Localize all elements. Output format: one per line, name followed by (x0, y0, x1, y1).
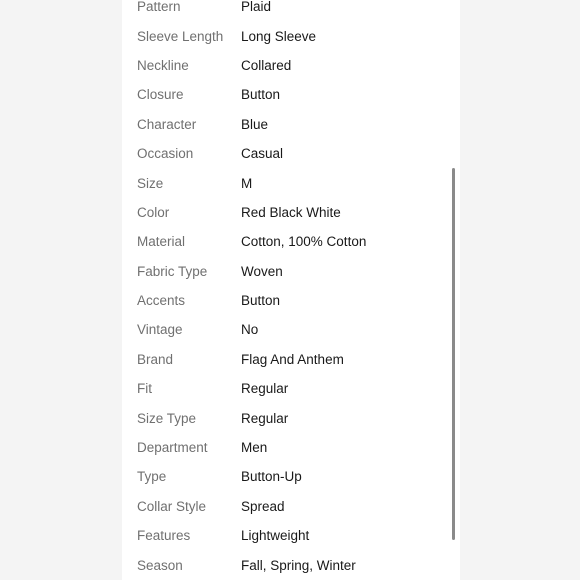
spec-value: Fall, Spring, Winter (241, 557, 356, 573)
spec-row-character (137, 110, 457, 139)
spec-row-vintage (137, 315, 457, 344)
spec-row-size (137, 168, 457, 197)
item-specifics-panel (122, 0, 460, 580)
spec-row-color (137, 198, 457, 227)
spec-value: Button (241, 87, 281, 103)
spec-row-department (137, 433, 457, 462)
spec-row-material (137, 227, 457, 256)
spec-row-accents (137, 286, 457, 315)
spec-label: Neckline (137, 57, 189, 73)
spec-value: Spread (241, 498, 285, 514)
spec-label: Collar Style (137, 498, 207, 514)
spec-value: Blue (241, 116, 269, 132)
spec-label: Fit (137, 381, 152, 397)
spec-label: Season (137, 557, 183, 573)
spec-label: Color (137, 204, 170, 220)
spec-label: Occasion (137, 146, 194, 162)
spec-row-size-type (137, 403, 457, 432)
spec-value: Red Black White (241, 204, 341, 220)
spec-value: M (241, 175, 253, 191)
spec-label: Department (137, 440, 208, 456)
spec-label: Fabric Type (137, 263, 208, 279)
spec-value: Flag And Anthem (241, 351, 344, 367)
spec-row-neckline (137, 51, 457, 80)
spec-value: Button (241, 293, 281, 309)
spec-label: Size Type (137, 410, 197, 426)
spec-label: Features (137, 528, 191, 544)
spec-row-season (137, 550, 457, 579)
spec-value: Men (241, 440, 268, 456)
spec-row-features (137, 521, 457, 550)
scrollbar[interactable] (452, 168, 456, 540)
spec-value: Regular (241, 410, 289, 426)
spec-row-sleeve-length (137, 21, 457, 50)
spec-value: Cotton, 100% Cotton (241, 234, 367, 250)
spec-row-occasion (137, 139, 457, 168)
spec-row-brand (137, 345, 457, 374)
spec-value: Plaid (241, 0, 272, 15)
spec-value: Regular (241, 381, 289, 397)
spec-value: Button-Up (241, 469, 302, 485)
spec-row-collar-style (137, 492, 457, 521)
spec-value: Long Sleeve (241, 28, 317, 44)
scrollbar-thumb[interactable] (452, 168, 455, 540)
spec-label: Material (137, 234, 186, 250)
spec-row-fit (137, 374, 457, 403)
spec-label: Brand (137, 351, 174, 367)
spec-value: Collared (241, 57, 292, 73)
spec-label: Sleeve Length (137, 28, 224, 44)
spec-row-closure (137, 80, 457, 109)
spec-value: Woven (241, 263, 283, 279)
spec-label: Size (137, 175, 164, 191)
spec-label: Type (137, 469, 167, 485)
spec-label: Vintage (137, 322, 183, 338)
spec-row-fabric-type (137, 257, 457, 286)
spec-label: Character (137, 116, 197, 132)
spec-value: Casual (241, 146, 284, 162)
spec-label: Accents (137, 293, 186, 309)
spec-label: Closure (137, 87, 184, 103)
spec-label: Pattern (137, 0, 181, 15)
spec-value: Lightweight (241, 528, 310, 544)
spec-value: No (241, 322, 259, 338)
item-specifics-list (137, 0, 457, 580)
spec-row-pattern (137, 0, 457, 21)
spec-row-type (137, 462, 457, 491)
